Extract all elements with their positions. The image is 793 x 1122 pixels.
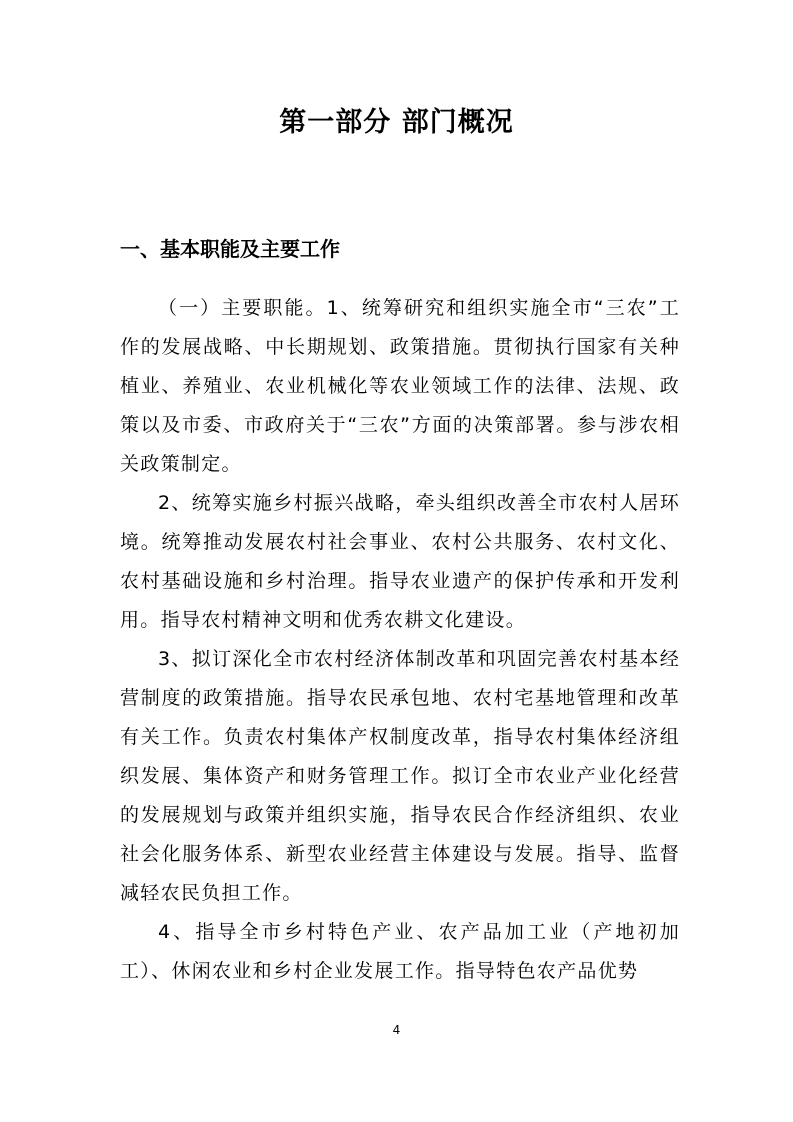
paragraph-rural-reform: 3、拟订深化全市农村经济体制改革和巩固完善农村基本经营制度的政策措施。指导农民承包地、农村宅基地管理和改革有关工作。负责农村集体产权制度改革，指导农村集体经济组织发展、集体资产和财务管理工作。拟订全市农业产业化经营的发展规划与政策并组织实施，指导农民合作经济组织、农业社会化服务体系、新型农业经营主体建设与发展。指导、监督减轻农民负担工作。: [120, 648, 680, 904]
page-title: 第一部分 部门概况: [279, 107, 514, 138]
paragraph-rural-industry: 4、指导全市乡村特色产业、农产品加工业（产地初加工）、休闲农业和乡村企业发展工作。指导特色农产品优势: [120, 921, 680, 982]
paragraph-main-functions: （一）主要职能。1、统筹研究和组织实施全市“三农”工作的发展战略、中长期规划、政策措施。贯彻执行国家有关种植业、养殖业、农业机械化等农业领域工作的法律、法规、政策以及市委、市政府关于“三农”方面的决策部署。参与涉农相关政策制定。: [120, 297, 680, 475]
body-text: [120, 289, 680, 991]
page-number: 4: [392, 1023, 401, 1037]
paragraph-rural-revitalization: 2、统筹实施乡村振兴战略，牵头组织改善全市农村人居环境。统筹推动发展农村社会事业、农村公共服务、农村文化、农村基础设施和乡村治理。指导农业遗产的保护传承和开发利用。指导农村精神文明和优秀农耕文化建设。: [120, 492, 680, 631]
section-heading: 一、基本职能及主要工作: [120, 237, 340, 261]
